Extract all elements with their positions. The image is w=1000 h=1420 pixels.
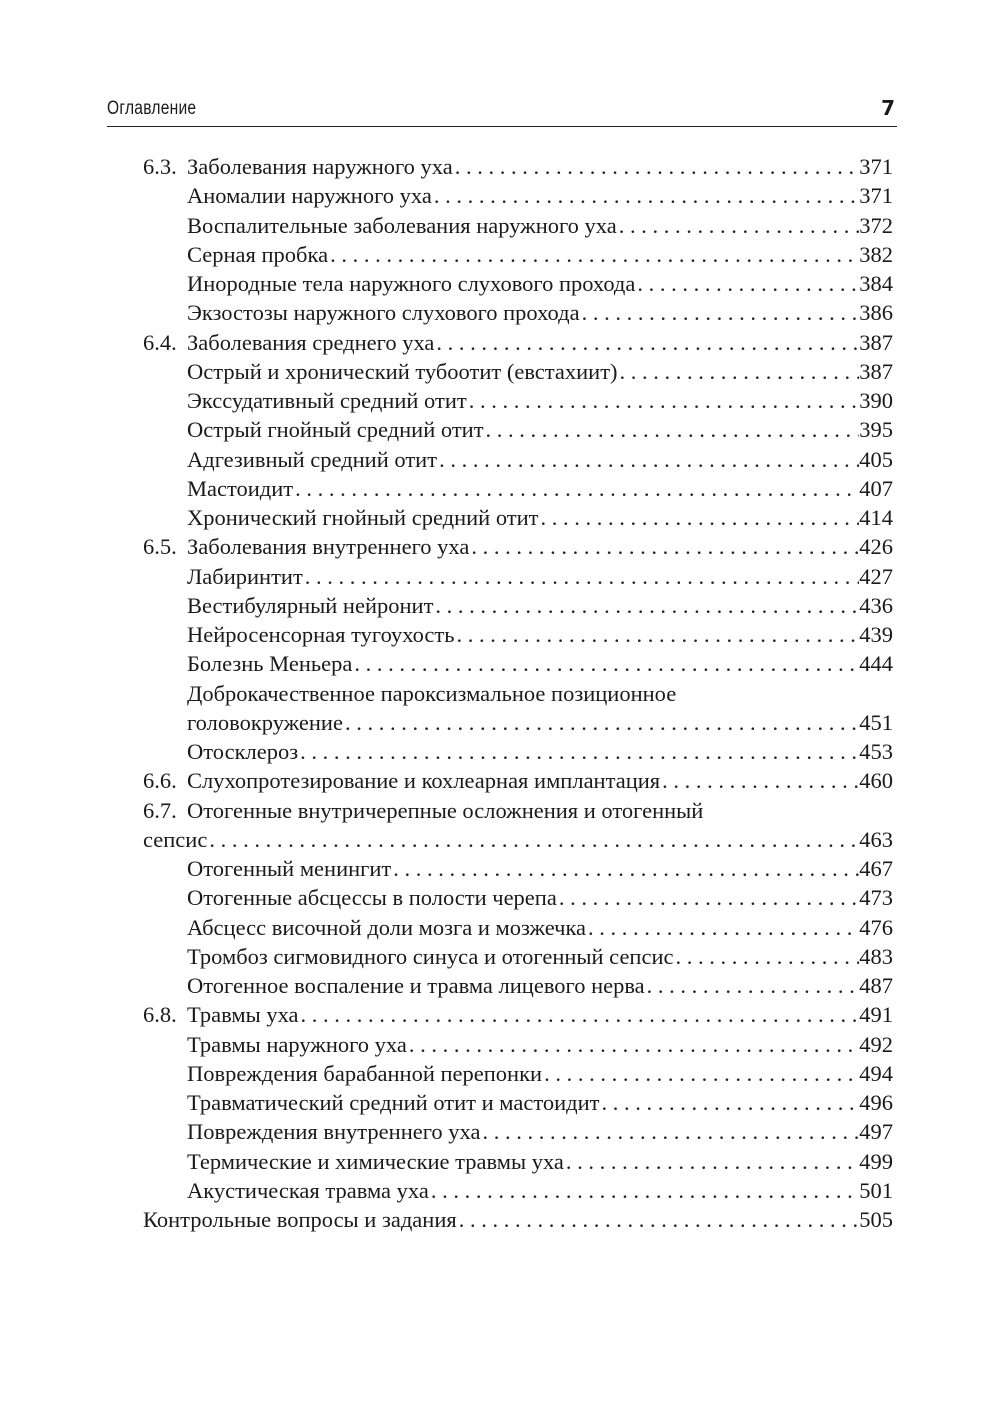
- toc-entry-label: Нейросенсорная тугоухость: [187, 622, 455, 647]
- toc-entry[interactable]: [143, 181, 893, 210]
- toc-entry-label-line1: Отогенные внутричерепные осложнения и отогенный: [187, 797, 704, 823]
- running-header: [107, 96, 897, 127]
- toc-entry-page: 372: [859, 212, 893, 238]
- toc-entry-page: 426: [859, 534, 893, 560]
- toc-entry-label: Тромбоз сигмовидного синуса и отогенный сепсис: [187, 943, 674, 969]
- leader-dots: [660, 766, 859, 795]
- leader-dots: [298, 737, 859, 766]
- toc-entry-page: 386: [859, 300, 893, 326]
- leader-dots: [467, 386, 860, 415]
- toc-entry[interactable]: [143, 415, 893, 444]
- leader-dots: [437, 445, 859, 474]
- toc-entry-label: Травмы наружного уха: [187, 1031, 407, 1057]
- toc-entry[interactable]: [143, 913, 893, 942]
- toc-section-6-7[interactable]: [143, 825, 893, 854]
- leader-dots: [600, 1088, 860, 1117]
- toc-entry[interactable]: [143, 562, 893, 591]
- toc-entry-page: 384: [859, 271, 893, 296]
- toc-entry-label: Хронический гнойный средний отит: [187, 505, 539, 530]
- toc-entry[interactable]: [143, 1059, 893, 1088]
- toc-entry[interactable]: [143, 1030, 893, 1059]
- toc-entry-page: 467: [859, 856, 893, 881]
- toc-entry-label: Слухопротезирование и кохлеарная имплантация: [187, 768, 661, 794]
- toc-entry[interactable]: [143, 1117, 893, 1146]
- leader-dots: [645, 971, 860, 1000]
- leader-dots: [635, 269, 859, 298]
- leader-dots: [469, 532, 859, 561]
- toc-entry[interactable]: [143, 1147, 893, 1176]
- toc-entry[interactable]: [143, 503, 893, 532]
- toc-entry-page: 501: [859, 1177, 893, 1203]
- toc-entry-page: 371: [859, 183, 893, 209]
- toc-entry-label: Болезнь Меньера: [187, 651, 353, 677]
- toc-entry-label: Контрольные вопросы и задания: [143, 1207, 457, 1232]
- leader-dots: [457, 1205, 860, 1234]
- toc-entry-label: Заболевания внутреннего уха: [187, 534, 470, 560]
- leader-dots: [542, 1059, 859, 1088]
- toc-entry-label: Травматический средний отит и мастоидит: [187, 1090, 600, 1115]
- toc-entry[interactable]: [143, 445, 893, 474]
- leader-dots: [429, 1176, 859, 1205]
- leader-dots: [580, 298, 860, 327]
- toc-entry-label: сепсис: [143, 826, 208, 852]
- toc-section-6-8[interactable]: [143, 1000, 893, 1029]
- toc-entry-label: Повреждения барабанной перепонки: [187, 1060, 543, 1086]
- leader-dots: [343, 708, 859, 737]
- leader-dots: [303, 562, 859, 591]
- toc-entry[interactable]: [143, 1176, 893, 1205]
- toc-entry-page: 460: [859, 768, 893, 794]
- toc-entry-page: 453: [859, 739, 893, 764]
- toc-entry-page: 476: [859, 914, 893, 940]
- toc-entry-page: 395: [859, 417, 893, 443]
- toc-entry-page: 439: [859, 622, 893, 647]
- leader-dots: [299, 1000, 860, 1029]
- toc-entry-page: 427: [859, 563, 893, 589]
- toc-entry-label: Адгезивный средний отит: [187, 446, 438, 472]
- leader-dots: [352, 649, 859, 678]
- toc-entry-label: Заболевания наружного уха: [187, 154, 453, 179]
- leader-dots: [557, 883, 859, 912]
- leader-dots: [564, 1147, 859, 1176]
- leader-dots: [455, 620, 860, 649]
- toc-entry[interactable]: [143, 854, 893, 883]
- toc-section-number: 6.4.: [143, 329, 177, 355]
- toc-section-6-3[interactable]: [143, 152, 893, 181]
- toc-entry-page: 405: [859, 446, 893, 472]
- toc-section-number: 6.5.: [143, 534, 177, 560]
- toc-entry[interactable]: [143, 971, 893, 1000]
- toc-entry-label: Экзостозы наружного слухового прохода: [187, 300, 580, 326]
- table-of-contents: [143, 152, 893, 1234]
- toc-entry-page: 496: [859, 1090, 893, 1115]
- toc-entry[interactable]: [143, 298, 893, 327]
- toc-entry-label: Мастоидит: [187, 475, 294, 501]
- toc-entry-page: 497: [859, 1119, 893, 1145]
- toc-entry-page: 499: [859, 1148, 893, 1174]
- toc-entry-page: 483: [859, 943, 893, 969]
- toc-entry-page: 491: [859, 1002, 893, 1028]
- toc-entry-page: 492: [859, 1031, 893, 1057]
- toc-entry-label: Повреждения внутреннего уха: [187, 1119, 481, 1145]
- leader-dots: [328, 240, 859, 269]
- leader-dots: [539, 503, 860, 532]
- toc-section-number: 6.8.: [143, 1002, 177, 1028]
- toc-entry[interactable]: [143, 1088, 893, 1117]
- toc-section-6-7-first-line[interactable]: [143, 796, 893, 825]
- toc-entry[interactable]: [143, 620, 893, 649]
- leader-dots: [432, 181, 859, 210]
- toc-entry[interactable]: [143, 708, 893, 737]
- toc-entry-page: 387: [859, 329, 893, 355]
- leader-dots: [434, 328, 859, 357]
- toc-entry[interactable]: [143, 591, 893, 620]
- toc-entry-first-line[interactable]: [143, 679, 893, 708]
- toc-entry-label: Отогенное воспаление и травма лицевого нерва: [187, 973, 645, 998]
- toc-entry-label: Воспалительные заболевания наружного уха: [187, 212, 617, 238]
- toc-entry[interactable]: [143, 211, 893, 240]
- toc-entry-page: 382: [859, 241, 893, 267]
- toc-entry-label: Острый гнойный средний отит: [187, 417, 484, 443]
- toc-entry-page: 494: [859, 1060, 893, 1086]
- toc-entry-page: 463: [859, 826, 893, 852]
- toc-entry-label: Отогенные абсцессы в полости черепа: [187, 885, 557, 911]
- toc-entry[interactable]: [143, 386, 893, 415]
- leader-dots: [484, 415, 860, 444]
- toc-entry[interactable]: [143, 474, 893, 503]
- leader-dots: [433, 591, 859, 620]
- toc-section-6-4[interactable]: [143, 328, 893, 357]
- toc-entry-label: Экссудативный средний отит: [187, 388, 467, 413]
- leader-dots: [391, 854, 859, 883]
- leader-dots: [618, 357, 860, 386]
- leader-dots: [207, 825, 859, 854]
- toc-entry[interactable]: [143, 942, 893, 971]
- toc-entry-label: Абсцесс височной доли мозга и мозжечка: [187, 914, 587, 940]
- toc-entry-label: Акустическая травма уха: [187, 1177, 429, 1203]
- toc-section-number: 6.6.: [143, 768, 177, 794]
- toc-entry-label: Термические и химические травмы уха: [187, 1148, 564, 1174]
- toc-entry[interactable]: [143, 240, 893, 269]
- toc-entry[interactable]: [143, 649, 893, 678]
- toc-entry-label: Лабиринтит: [187, 563, 303, 589]
- toc-section-number: 6.3.: [143, 154, 177, 179]
- toc-section-6-5[interactable]: [143, 532, 893, 561]
- toc-entry[interactable]: [143, 269, 893, 298]
- toc-entry[interactable]: [143, 357, 893, 386]
- toc-entry-label: Травмы уха: [187, 1002, 299, 1028]
- toc-entry-control-questions[interactable]: [143, 1205, 893, 1234]
- toc-entry-label: Отогенный менингит: [187, 856, 392, 881]
- toc-entry[interactable]: [143, 883, 893, 912]
- toc-entry-label: Острый и хронический тубоотит (евстахиит): [187, 358, 618, 384]
- toc-entry-page: 390: [859, 388, 893, 413]
- toc-entry-page: 487: [859, 973, 893, 998]
- leader-dots: [617, 211, 860, 240]
- toc-entry-page: 505: [859, 1207, 893, 1232]
- toc-entry-label: Аномалии наружного уха: [187, 183, 432, 209]
- toc-entry-page: 371: [859, 154, 893, 179]
- toc-entry-page: 407: [859, 475, 893, 501]
- toc-entry-label: Инородные тела наружного слухового прохода: [187, 271, 636, 296]
- leader-dots: [453, 152, 860, 181]
- toc-entry-label: головокружение: [187, 709, 343, 735]
- leader-dots: [407, 1030, 859, 1059]
- page-number: 7: [881, 96, 895, 120]
- toc-entry-page: 473: [859, 885, 893, 911]
- toc-entry-label: Заболевания среднего уха: [187, 329, 435, 355]
- toc-entry-page: 414: [859, 505, 893, 530]
- toc-entry-label: Отосклероз: [187, 739, 299, 764]
- toc-entry-label-line1: Доброкачественное пароксизмальное позиционное: [187, 680, 677, 706]
- leader-dots: [480, 1117, 859, 1146]
- toc-entry-page: 387: [859, 358, 893, 384]
- leader-dots: [586, 913, 859, 942]
- leader-dots: [674, 942, 860, 971]
- toc-entry-page: 436: [859, 592, 893, 618]
- toc-entry-page: 444: [859, 651, 893, 677]
- toc-entry-label: Серная пробка: [187, 241, 329, 267]
- toc-section-number: 6.7.: [143, 797, 177, 823]
- leader-dots: [293, 474, 859, 503]
- running-header-title: Оглавление: [107, 98, 197, 119]
- toc-entry-label: Вестибулярный нейронит: [187, 592, 434, 618]
- toc-entry-page: 451: [859, 709, 893, 735]
- toc-section-6-6[interactable]: [143, 766, 893, 795]
- toc-entry[interactable]: [143, 737, 893, 766]
